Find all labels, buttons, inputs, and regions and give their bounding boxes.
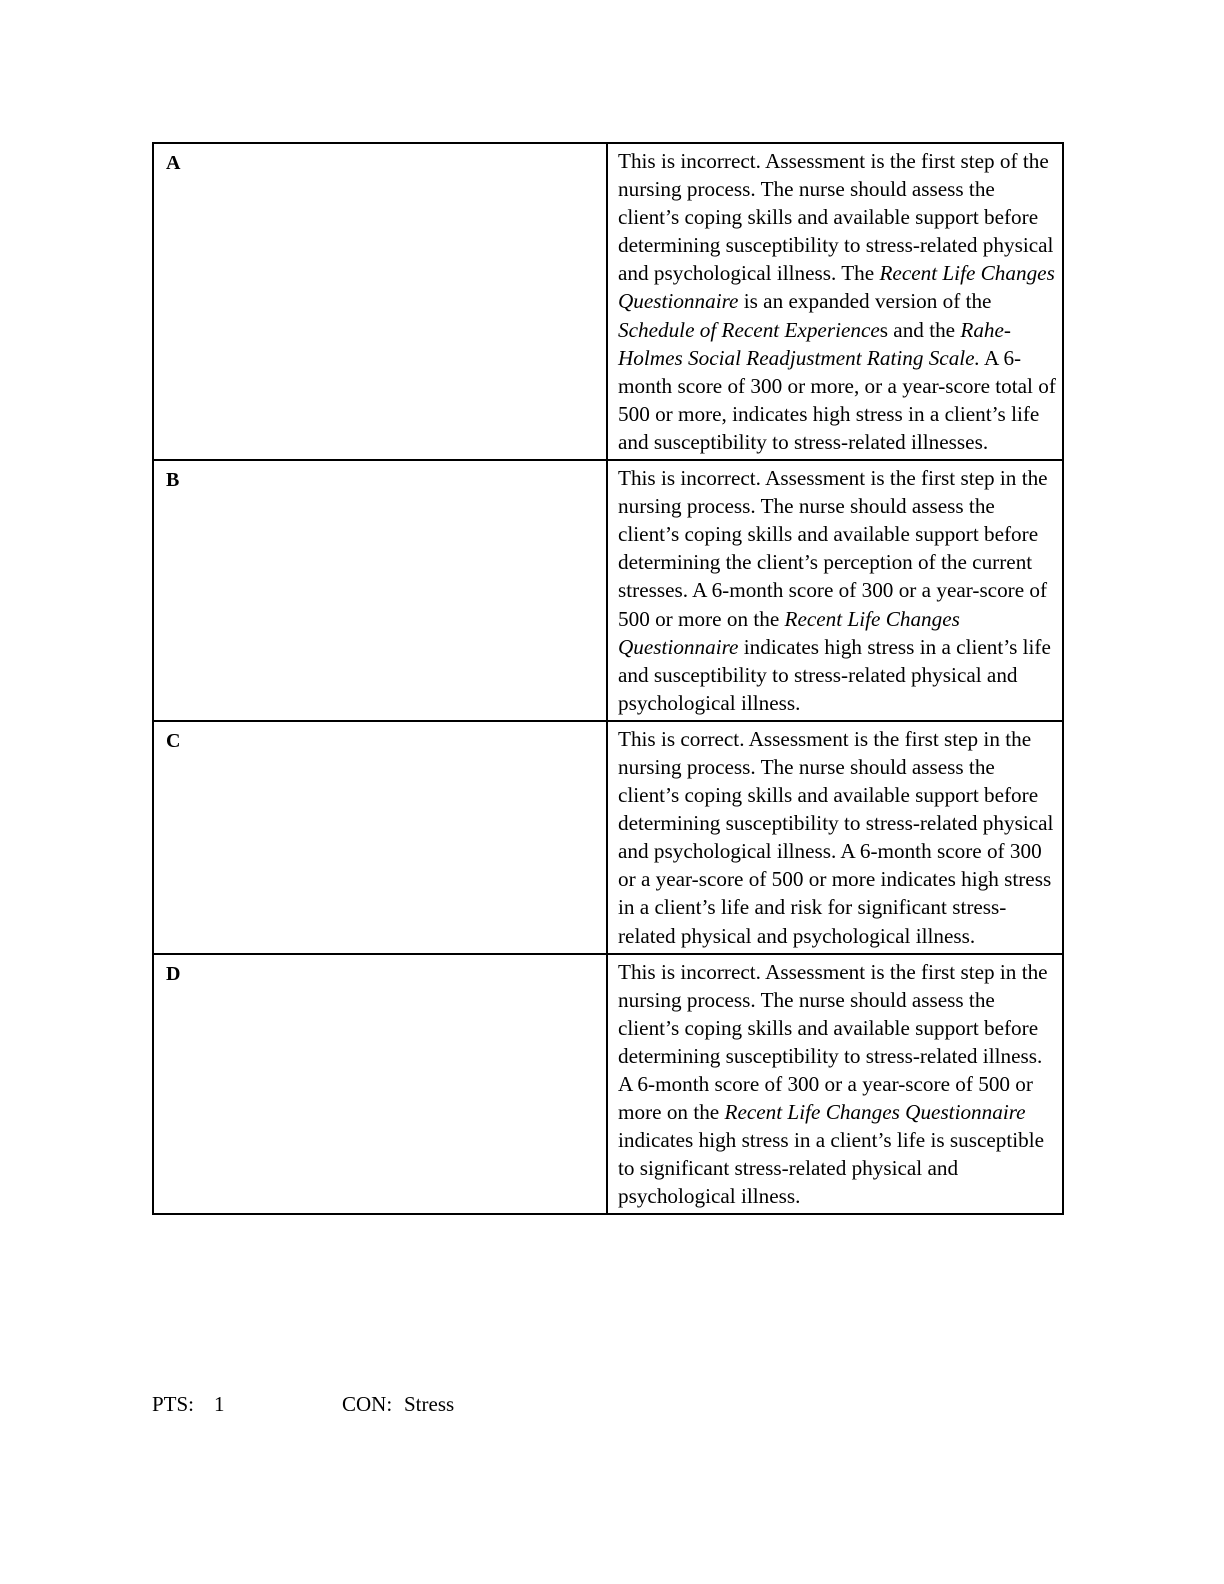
rationale-segment: This is incorrect. Assessment is the first step in the nursing process. The nurse should assess the client’s coping skills and available support before determining the client’s perception of the current stresses. A 6-month score of 300 or a year-score of 500 or more on the bbox=[618, 466, 1048, 631]
rationale-segment: This is correct. Assessment is the first step in the nursing process. The nurse should assess the client’s coping skills and available support before determining susceptibility to stress-related physical and psychological illness. A 6-month score of 300 or a year-score of 500 or more indicates high stress in a client’s life and risk for significant stress-related physical and psychological illness. bbox=[618, 726, 1054, 948]
rationale-cell bbox=[607, 954, 1063, 1215]
option-letter: D bbox=[166, 962, 181, 985]
answer-rationale-table bbox=[152, 142, 1064, 1215]
italic-title-text: Recent Life Changes Questionnaire bbox=[618, 261, 1055, 314]
points-label: PTS: bbox=[152, 1392, 195, 1416]
rationale-segment: indicates high stress in a client’s life and susceptibility to stress-related physical and psychological illness. bbox=[618, 634, 1051, 715]
rationale-segment: s and the bbox=[879, 317, 961, 342]
option-letter-cell bbox=[153, 460, 607, 721]
rationale-cell bbox=[607, 460, 1063, 721]
table-row bbox=[153, 143, 1063, 460]
option-letter: C bbox=[166, 729, 181, 752]
rationale-segment: is an expanded version of the bbox=[738, 289, 992, 314]
option-letter: A bbox=[166, 152, 181, 174]
italic-title-text: Rahe-Holmes Social Readjustment Rating Scale. bbox=[618, 317, 1011, 370]
points-value: 1 bbox=[214, 1392, 225, 1416]
concept-value: Stress bbox=[404, 1392, 455, 1416]
rationale-cell bbox=[607, 721, 1063, 954]
rationale-segment: indicates high stress in a client’s life is susceptible to significant stress-related physical and psychological illness. bbox=[618, 1128, 1045, 1209]
table-row bbox=[153, 460, 1063, 721]
italic-title-text: Recent Life Changes Questionnaire bbox=[724, 1100, 1026, 1125]
option-letter: B bbox=[166, 469, 180, 492]
italic-title-text: Schedule of Recent Experience bbox=[618, 317, 880, 342]
rationale-segment: This is incorrect. Assessment is the first step of the nursing process. The nurse should assess the client’s coping skills and available support before determining susceptibility to stress-related physical and psychological illness. The bbox=[618, 149, 1054, 286]
italic-title-text: Recent Life Changes Questionnaire bbox=[618, 606, 960, 659]
rationale-text bbox=[608, 144, 1062, 459]
rationale-cell bbox=[607, 143, 1063, 460]
option-letter-cell bbox=[153, 721, 607, 954]
rationale-text bbox=[608, 461, 1062, 720]
rationale-text bbox=[608, 722, 1062, 953]
table-row bbox=[153, 954, 1063, 1215]
rationale-segment: A 6-month score of 300 or more, or a year-score total of 500 or more, indicates high stress in a client’s life and susceptibility to stress-related illnesses. bbox=[618, 345, 1056, 454]
option-letter-cell bbox=[153, 143, 607, 460]
option-letter-cell bbox=[153, 954, 607, 1215]
rationale-text bbox=[608, 955, 1062, 1214]
rationale-segment: This is incorrect. Assessment is the first step in the nursing process. The nurse should assess the client’s coping skills and available support before determining susceptibility to stress-related illness. A 6-month score of 300 or a year-score of 500 or more on the bbox=[618, 959, 1048, 1125]
concept-label: CON: bbox=[342, 1392, 393, 1416]
table-row bbox=[153, 721, 1063, 954]
